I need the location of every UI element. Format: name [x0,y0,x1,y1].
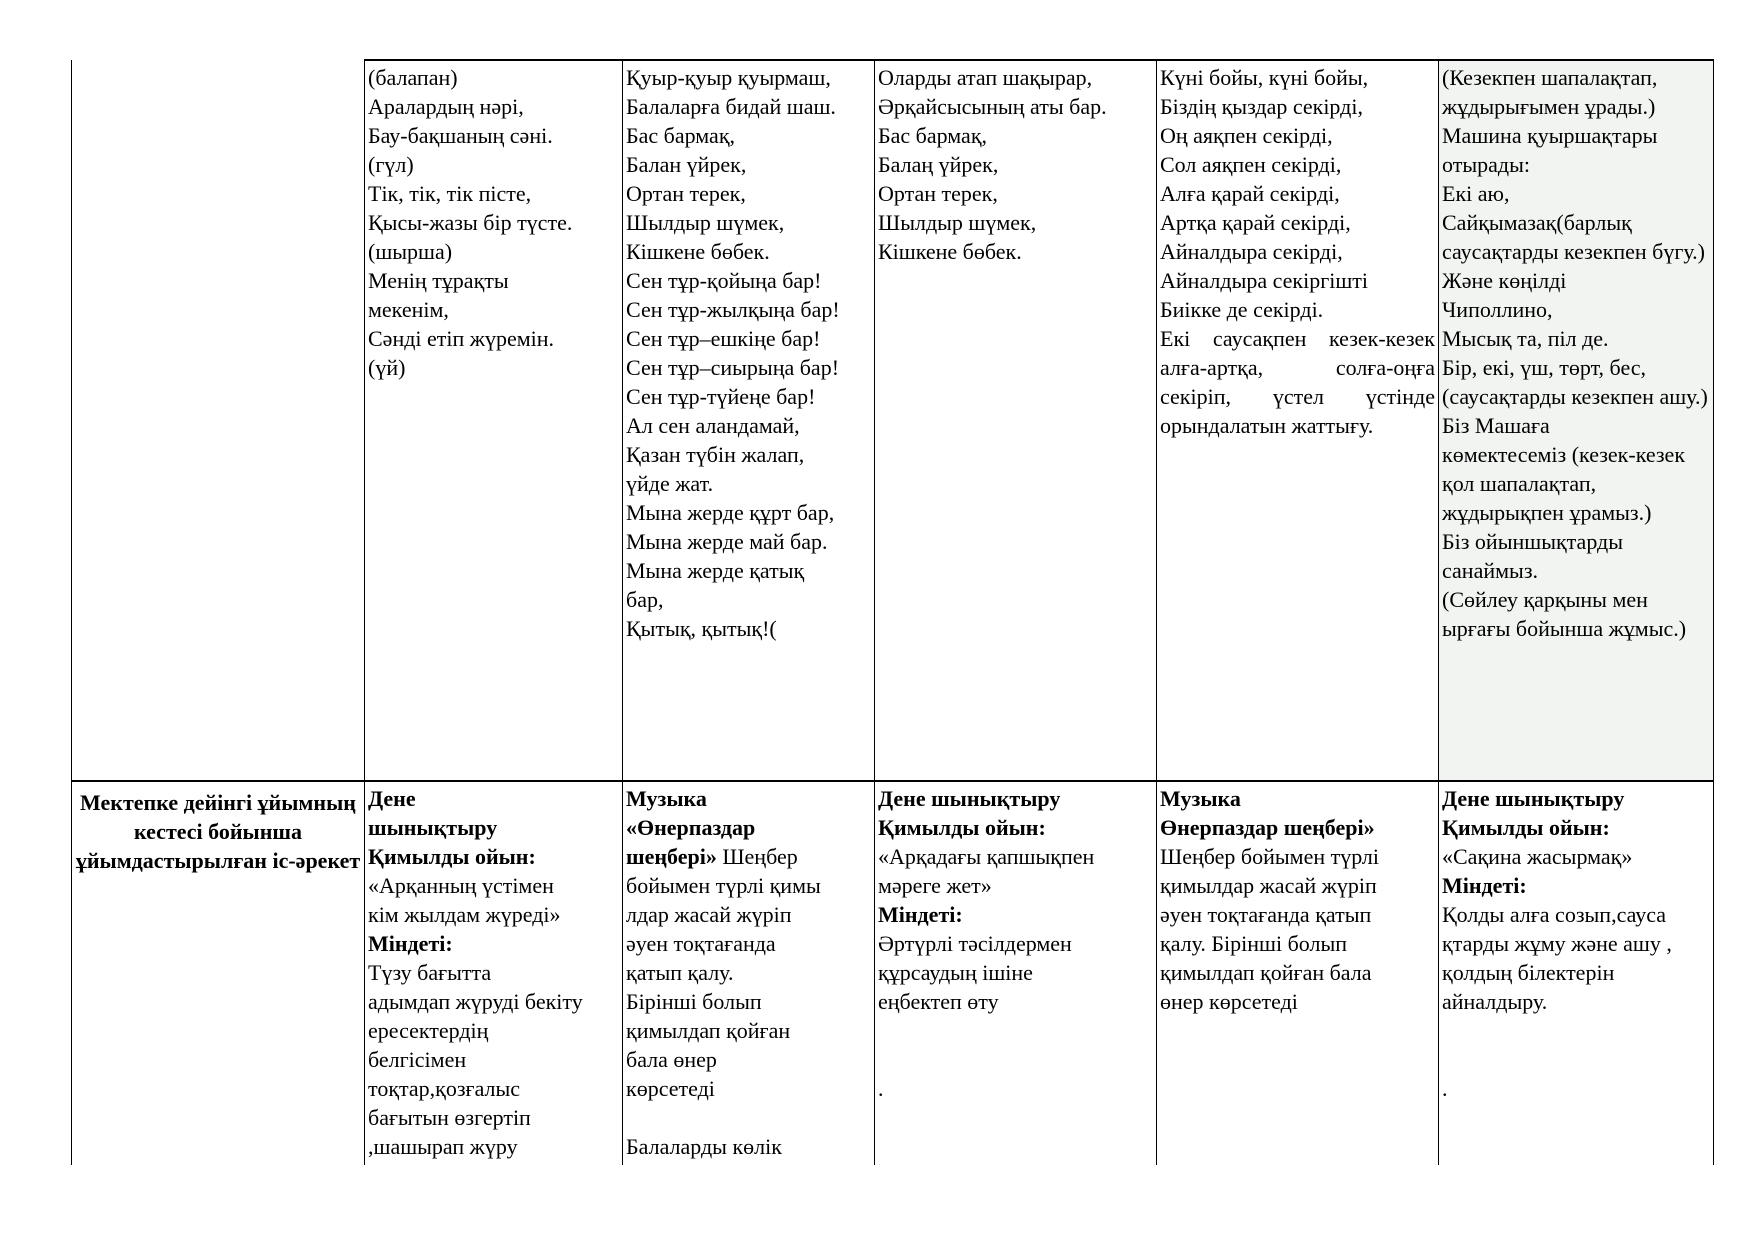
game-label: Қимылды ойын: [878,815,1046,840]
task-text: Қолды алға созып,сауса қтарды жұму және ашу , қолдың білектерін айналдыру. . [1442,902,1672,1101]
row-header-organized-activity [72,781,365,1165]
task-label: Міндеті: [878,902,963,927]
table-row-activities [72,781,1714,1165]
activity-text: Шеңбер бойымен түрлі қимы лдар жасай жүріп әуен тоқтағанда қатып қалу. Бірінші болып қимылдап қойған бала өнер көрсетеді Балаларды көлік [626,844,821,1159]
finger-names-text: Оларды атап шақырар, Әрқайсысының аты бар. Бас бармақ, Балаң үйрек, Ортан терек, Шылдыр шүмек, Кішкене бөбек. [878,65,1107,264]
toys-rhyme-text: (Кезекпен шапалақтап, жұдырығымен ұрады.) Машина қуыршақтары отырады: Екі аю, Сайқымазақ(барлық саусақтарды кезекпен бүгу.) Және көңілді Чиполлино, Мысық та, піл де. Бір, екі, үш, төрт, бес, (саусақтарды кезекпен ашу.) Біз Машаға көмектесеміз (кезек-кезек қол шапалақтап, жұдырықпен ұрамыз.) Біз ойыншықтарды санаймыз. (Сөйлеу қарқыны мен ырғағы бойынша жұмыс.) [1442,65,1708,641]
activity-cell-pe-1 [365,781,623,1165]
finger-names-cell [875,60,1157,781]
activity-title: Музыка «Өнерпаздар шеңбері» [626,786,756,869]
jumping-rhyme-cell [1157,60,1439,781]
task-label: Міндеті: [1442,873,1527,898]
game-label: Қимылды ойын: [1442,815,1610,840]
activity-cell-pe-2 [875,781,1157,1165]
task-text: Түзу бағытта адымдап жүруді бекіту ересектердің белгісімен тоқтар,қозғалыс бағытын өзгертіп ,шашырап жүру [368,960,583,1159]
jumping-rhyme-text: Күні бойы, күні бойы, Біздің қыздар секірді, Оң аяқпен секірді, Сол аяқпен секірді, Алға қарай секірді, Артқа қарай секірді, Айналдыра секірді, Айналдыра секіргішті Биікке де секірді. Екі саусақпен кезек-кезек алға-артқа, солға-оңға секіріп, үстел үстінде орындалатын жаттығу. [1160,65,1435,438]
activity-title: Дене шынықтыру [878,786,1061,811]
schedule-table [71,59,1714,1165]
activity-title: Дене шынықтыру [368,786,498,840]
finger-rhyme-text: Қуыр-қуыр қуырмаш, Балаларға бидай шаш. Бас бармақ, Балан үйрек, Ортан терек, Шылдыр шүмек, Кішкене бөбек. Сен тұр-қойыңа бар! Сен тұр-жылқыңа бар! Сен тұр–ешкіңе бар! Сен тұр–сиырыңа бар! Сен тұр-түйеңе бар! Ал сен аландамай, Қазан түбін жалап, үйде жат. Мына жерде құрт бар, Мына жерде май бар. Мына жерде қатық бар, Қытық, қытық!( [626,65,840,641]
riddles-text: (балапан) Аралардың нәрі, Бау-бақшаның сәні. (гүл) Тік, тік, тік пісте, Қысы-жазы бір түсте. (шырша) Менің тұрақты мекенім, Сәнді етіп жүремін. (үй) [368,65,573,380]
activity-cell-music-1 [623,781,875,1165]
activity-text: Шеңбер бойымен түрлі қимылдар жасай жүріп әуен тоқтағанда қатып қалу. Бірінші болып қимылдап қойған бала өнер көрсетеді [1160,844,1380,1014]
table-row-songs [72,60,1714,781]
activity-cell-pe-3 [1439,781,1714,1165]
game-name: «Сақина жасырмақ» [1442,844,1633,869]
game-name: «Арқадағы қапшықпен мәреге жет» [878,844,1095,898]
riddles-cell [365,60,623,781]
game-name: «Арқанның үстімен кім жылдам жүреді» [368,873,561,927]
activity-title: Дене шынықтыру [1442,786,1625,811]
task-text: Әртүрлі тәсілдермен құрсаудың ішіне еңбектеп өту . [878,931,1072,1101]
activity-cell-music-2 [1157,781,1439,1165]
task-label: Міндеті: [368,931,453,956]
toys-rhyme-cell [1439,60,1714,781]
game-label: Қимылды ойын: [368,844,536,869]
activity-title: Музыка Өнерпаздар шеңбері» [1160,786,1375,840]
finger-rhyme-cell [623,60,875,781]
row-header-empty [72,60,365,781]
row-header-text: Мектепке дейінгі ұйымның кестесі бойынша ұйымдастырылған іс-әрекет [75,790,361,873]
